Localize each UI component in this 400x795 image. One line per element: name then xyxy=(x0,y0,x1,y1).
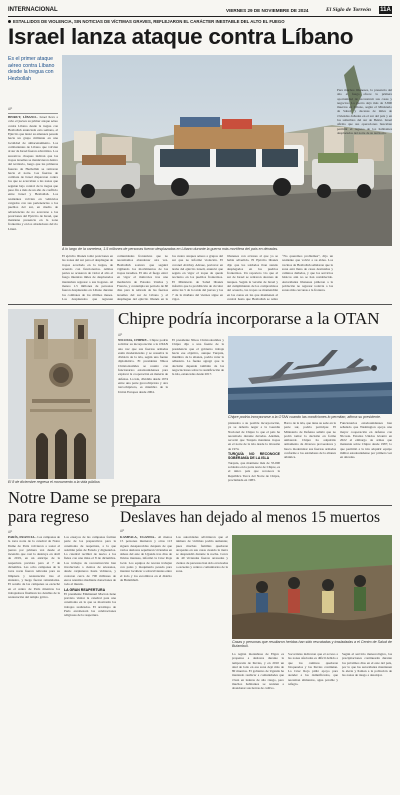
story4-body-col2: Las autoridades advirtieron que el número de víctimas podría aumentar, pues muchas familias quedaron atrapadas en sus casas cuando la tierra se desprendió durante la noche. Cerca de 40 viviendas fueron arrasadas y cientos de personas han sido evacuadas a escuelas y centros comunitarios de la zona. xyxy=(176,535,228,574)
story1-kicker: ESTALLIDOS DE VIOLENCIA, SIN NOTICIAS DE VÍCTIMAS GRAVES, REFLEJARON EL CARÁCTER INESTABLE DEL ALTO EL FUEGO xyxy=(13,18,285,24)
story1-source: AP xyxy=(8,107,13,111)
story4-body-col5: Según el servicio meteorológico, las precipitaciones continuarán durante los próximos días en el este del país, por lo que las autoridades mantienen la alerta y llaman a la población de las zonas de riesgo a desalojar. xyxy=(342,652,392,678)
story4-body-col3: La región montañosa de Elgon es propensa a deslaves durante la temporada de lluvias, y en 2010 un alud de lodo en esa zona dejó más de 80 muertos. El gobierno de Uganda ha intentado reubicar a comunidades que viven en laderas de alto riesgo, pero muchos habitantes se resisten a abandonar sus tierras de cultivo. xyxy=(232,652,284,691)
kicker-bullet xyxy=(8,20,11,23)
story2-dateline: NICOSIA, CHIPRE.- xyxy=(118,338,149,342)
story4-headline[interactable]: Deslaves han dejado al menos 15 muertos xyxy=(120,509,380,526)
story1-body-col1: Israel lleva a cabo el jueves su primer ataque aéreo contra Líbano desde la tregua con Hezbollah anunciada esta semana, el Ejército que lanzó su amenaza pesada hacia un grupo militante en una localidad de almacenamiento. Los combatientes de Líbano que volvían al sur de Israel fueron advertidos. Los sucesivos choques indican que las tropas israelíes se mantuvieron dentro del territorio, luego que las primeras fuerzas de Hezbollah se retiraron hacia el norte. Las fuerzas de combate de Israel dispararon contra los que se acercaban a las zonas que seguían bajo control de la tregua que puso fin a más de un año de conflicto entre Israel y Hezbollah. Los residentes volvían en vehículos cargados con sus pertenencias a los pueblos del sur, en medio de advertencias de no acercarse a las posiciones del Ejército de Israel, que mantiene presencia en la zona fronteriza y en los alrededores del río Litani. xyxy=(8,115,58,231)
story2-body-col3b: Turquía, que mantiene más de 35.000 soldados en la parte norte de Chipre, es el único país que reconoce la República Turca del Norte de Chipre, proclamada en 1983. xyxy=(228,460,280,482)
story1-body-col6-top xyxy=(337,56,392,86)
story2-subhead: TURQUÍA NO RECONOCE SOBERANÍA DE LA ISLA xyxy=(228,452,280,461)
story1-body-col5: libaneses con aviones al que ya se había advertido. El Ejército libanés dijo que los soldados iban siendo desplegados en los pueblos fronterizos. Un reportero vio que al sur de Israel se retiraron decenas de tanques. Según la versión de Israel y del cumplimiento de los compromisos del acuerdo, las tropas se mantendrán en las zonas en las que mantienen el control hasta que Hezbollah se retire xyxy=(227,254,278,301)
issue-date: VIERNES 29 DE NOVIEMBRE DE 2024 xyxy=(226,8,309,13)
story3-dateline: PARÍS, FRANCIA.- xyxy=(8,535,37,539)
story3-body-col2b: El presidente Emmanuel Macron tiene previsto visitar la catedral para una ceremonia en la que se mostrarán los trabajos realizados. El arzobispo de París encabezará las celebraciones religiosas de la reapertura. xyxy=(64,591,116,618)
page-number: 11A xyxy=(380,7,391,13)
story4-text-col1 xyxy=(120,535,172,787)
story4-source: AP xyxy=(120,529,125,533)
story3-subhead: LA GRAN REAPERTURA xyxy=(64,587,106,592)
story4-body-col4: Socorristas indicaron que el acceso a las zonas afectadas es difícil debido a que los caminos quedaron bloqueados y las lluvias continúan. La Cruz Roja pidió apoyo para atender a los damnificados, que necesitan alimentos, agua potable y refugio. xyxy=(288,652,338,687)
story1-body-col7: Para muchos libaneses, la presencia del alto el fuego ofrece la primera oportunidad de reconstruir sus casas y negocios. La guerra dejó más de 3.800 muertos en Líbano, según el Ministerio de Salud, y decenas de miles de viviendas dañadas en el sur del país y en los suburbios del sur de Beirut. Israel afirma que sus operaciones buscaban permitir el regreso de los habitantes desplazados del norte de su territorio. xyxy=(337,88,392,135)
story1-body-col2: El ejército libanés tomó posiciones en las zonas del sur para el despliegue de tropas acordado en la tregua, de acuerdo con funcionarios. Ambas partes se acusaron de violar el alto el fuego mientras miles de desplazados intentaban regresar a sus hogares. Al menos 1.5 millones de personas fueron desplazadas en Líbano durante los combates de los últimos meses. Los desplazados que regresan xyxy=(62,254,113,301)
story2-body-col3: planteaba a su posible incorporación, ya se debería negar a la Guardia Nacional de Chipre lo que el país ha necesitado durante décadas. Además, recordó que Turquía mantiene tropas en el norte de la isla desde la invasión de 1974. xyxy=(228,421,280,451)
page-header xyxy=(8,6,392,16)
story1-text-col4 xyxy=(172,254,223,301)
story1-body-col4: los cuatro ataques aéreos a grupos del sur que no informó violación. El coronel Avichay Adraee, portavoz en árabe del ejército israelí, anunció que seguía en vigor el toque de queda nocturno en los pueblos fronterizos. El Ministerio de Salud libanés informó que la prohibición de circular entre las 5 de la tarde del jueves y las 7 de la mañana del viernes sigue en vigor. xyxy=(172,254,223,301)
story1-dateline: BEIRUT, LÍBANO.- xyxy=(8,115,38,119)
story3-photo xyxy=(8,309,114,479)
story4-caption: Casas y personas que resultaron heridas han sido rescatadas y trasladadas a el Centro de Salud de Bulambuli. xyxy=(232,640,392,649)
story2-headline[interactable]: Chipre podría incorporarse a la OTAN xyxy=(118,309,380,328)
story4-photo xyxy=(232,535,392,639)
story4-dateline: KAMPALA, UGANDA.- xyxy=(120,535,157,539)
story3-text-col2 xyxy=(64,535,116,787)
story3-caption: El 8 de diciembre regresa el monumento a la vida pública. xyxy=(8,480,101,484)
story2-body-col4: Barco de la isla, que tiene su sede en la parte sur, podría participar. El Ministerio de Defensa señaló que no podrá tomar la decisión en forma unilateral. Chipre ha adquirido armamento de diversos proveedores y busca modernizar sus fuerzas armadas conforme a los estándares de la alianza atlántica. xyxy=(284,421,336,460)
story2-body-col5: Funcionarios estadounidenses han señalado que Washington apoya una mayor cooperación en defensa con Nicosia. Estados Unidos levantó en 2022 el embargo de armas que mantenía sobre Chipre desde 1987, lo que permitió a la isla adquirir equipo militar estadounidense por primera vez en décadas. xyxy=(340,421,392,460)
story3-body-col2: Los ensayos de las campanas forman parte de los preparativos para la ceremonia de reapertura, a la que asistirán jefes de Estado y dignatarios. La catedral recibirá de nuevo a los fieles con una misa el 8 de diciembre. Los trabajos de reconstrucción han involucrado a cientos de artesanos, desde carpinteros hasta vidrieros, y costaron cerca de 700 millones de euros reunidos mediante donaciones de todo el mundo. xyxy=(64,535,116,587)
section-label: INTERNACIONAL xyxy=(8,7,58,13)
story1-bottom-rule xyxy=(8,304,392,305)
header-rule xyxy=(8,16,392,17)
story1-body-col6: “No queremos problemas”, dijo un residente que volvió a su aldea. Los vecinos de Hezbollah señalaron que la zona está llena de casas destruidas y caminos dañados, y que los servicios básicos aún no se han restablecido. Autoridades libanesas pidieron a la población no regresar todavía a las zonas más cercanas a la frontera. xyxy=(282,254,333,293)
story2-photo xyxy=(228,336,392,414)
story1-deck: Es el primer ataque aéreo contra Líbano desde la tregua con Hezbollah xyxy=(8,56,55,82)
story2-body-col1: Chipre podría solicitar su incorporación a la OTAN una vez que sus fuerzas armadas estén modernizadas y se resuelva la división de la isla, según una fuente diplomática. El presidente Nikos Christodoulides se reunió con funcionarios estadounidenses para explorar la cooperación en materia de defensa. La isla, dividida desde 1974 entre una parte grecochipriota y otra turcochipriota, es miembro de la Unión Europea desde 2004. xyxy=(118,338,168,394)
story2-source: AP xyxy=(118,333,123,337)
story1-body-col3: comunidades fronterizas que no necesitamos abandonar otra vez. Hezbollah sostuvo que seguirá vigilando los movimientos de las tropas israelíes. El alto el fuego entró en vigor el miércoles tras una mediación de Estados Unidos y Francia, y contempla un periodo de 60 días para la retirada de las fuerzas israelíes del sur de Líbano y el despliegue del ejército libanés en la xyxy=(117,254,168,301)
story3-headline[interactable]: Notre Dame se prepara para regreso xyxy=(8,488,161,526)
story2-text-col1 xyxy=(118,338,168,456)
story3-text-col1 xyxy=(8,535,60,787)
story1-headline[interactable]: Israel lanza ataque contra Líbano xyxy=(8,24,354,49)
story1-caption: A lo largo de la carretera, 1.5 millones de personas fueron desplazadas en Líbano durante la guerra más mortífera del país en décadas. xyxy=(62,247,279,251)
story1-text-col1 xyxy=(8,115,58,301)
story2-body-col2: El presidente Nikos Christodoulides y Chipre dijo a una fuente de la presidencia que el gobierno trabaja hacia ese objetivo, aunque Turquía, miembro de la alianza, podría vetar la adhesión. La fuente agregó que la decisión depende también de las negociaciones sobre la reunificación de la isla, estancadas desde 2017. xyxy=(172,338,224,377)
story2-caption: Chipre podría incorporarse a la OTAN cuando las condiciones lo permitan, afirma su presidente. xyxy=(228,415,381,419)
story4-body-col1: Al menos 15 personas murieron y otras 113 siguen desaparecidas después de que varios deslaves sepultaran viviendas en aldeas del este de Uganda tras días de lluvias intensas, informó la Cruz Roja local. Los equipos de rescate trabajan con palas y maquinaria pesada para intentar localizar a sobrevivientes entre el lodo y los escombros en el distrito de Bulambuli. xyxy=(120,535,172,582)
story3-source: AP xyxy=(8,530,13,534)
brand-name: El Siglo de Torreón xyxy=(326,7,372,13)
story3-body-col1: Las campanas de la torre norte de la catedral de Notre Dame de París volvieron a sonar el jueves por primera vez desde el incendio que casi la destruye en abril de 2019, en un anticipo de la reapertura prevista para el 7 de diciembre. Las ocho campanas de la torre norte fueron retiradas para su limpieza y restauración tras el siniestro, y luego fueron reinstaladas. El sonido de las campanas se escuchó en el centro de París mientras los trabajadores finalizan los detalles de la restauración del templo gótico. xyxy=(8,535,60,600)
story1-source-rule xyxy=(8,113,58,114)
story4-top-rule xyxy=(120,505,392,506)
story2-text-col3 xyxy=(228,421,280,501)
